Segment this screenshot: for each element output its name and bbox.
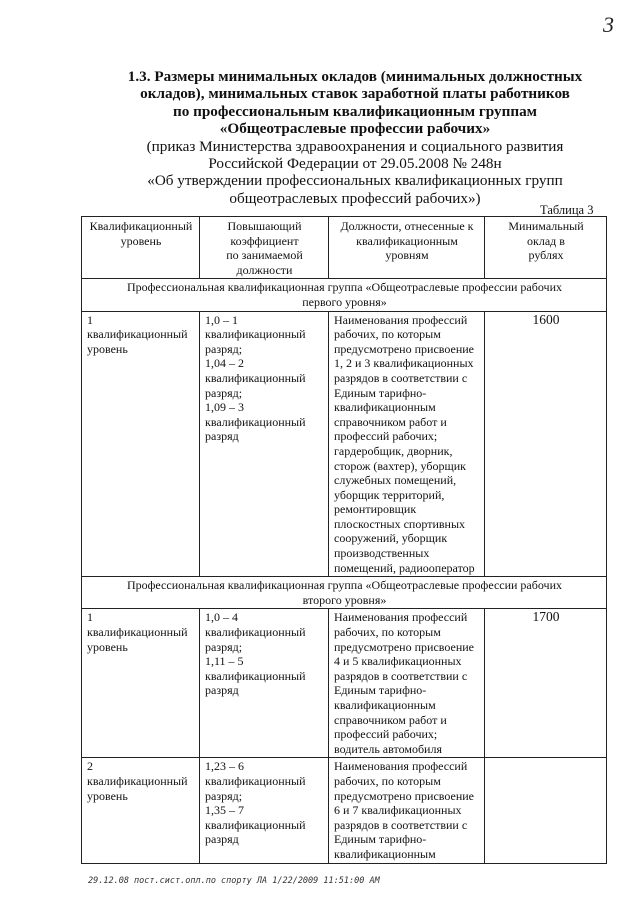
cell-positions: Наименования профессий рабочих, по которым предусмотрено присвоение 6 и 7 квалификационных разрядов в соответствии с Единым тарифно- квалификационным: [329, 758, 485, 863]
table-header-row: [82, 217, 607, 279]
table-row: [82, 758, 607, 863]
cell-level: 1 квалификационный уровень: [82, 311, 200, 577]
group-row: [82, 577, 607, 609]
header-positions: Должности, отнесенные к квалификационным уровням: [329, 217, 485, 279]
header-qualification-level: Квалификационный уровень: [82, 217, 200, 279]
heading-reference-line: «Об утверждении профессиональных квалификационных групп: [147, 172, 563, 190]
section-heading: [90, 68, 620, 207]
cell-salary: 1600: [485, 311, 607, 577]
cell-coefficient: 1,0 – 1 квалификационный разряд; 1,04 – 2 квалификационный разряд; 1,09 – 3 квалификационный разряд: [200, 311, 329, 577]
cell-positions: Наименования профессий рабочих, по которым предусмотрено присвоение 1, 2 и 3 квалификационных разрядов в соответствии с Единым тарифно- квалификационным справочником работ и профессий рабочих; гардеробщик, дворник, сторож (вахтер), уборщик служебных помещений, уборщик территорий, ремонтировщик плоскостных спортивных сооружений, уборщик производственных помещений, радиооператор: [329, 311, 485, 577]
document-footer: 29.12.08 пост.сист.опл.по спорту ЛА 1/22/2009 11:51:00 AM: [88, 876, 380, 886]
cell-salary: 1700: [485, 609, 607, 758]
header-min-salary: Минимальный оклад в рублях: [485, 217, 607, 279]
page-number: 3: [603, 12, 614, 37]
heading-title-line: 1.3. Размеры минимальных окладов (минимальных должностных: [127, 68, 583, 85]
heading-title-line: окладов), минимальных ставок заработной платы работников: [140, 85, 570, 103]
cell-level: 2 квалификационный уровень: [82, 758, 200, 863]
heading-reference-line: (приказ Министерства здравоохранения и социального развития: [146, 137, 564, 155]
group-title: Профессиональная квалификационная группа «Общеотраслевые профессии рабочих первого уровня»: [82, 279, 607, 311]
group-row: [82, 279, 607, 311]
heading-title-line: по профессиональным квалификационным группам: [172, 102, 538, 120]
cell-positions: Наименования профессий рабочих, по которым предусмотрено присвоение 4 и 5 квалификационных разрядов в соответствии с Единым тарифно- квалификационным справочником работ и профессий рабочих; водитель автомобиля: [329, 609, 485, 758]
heading-title-line: «Общеотраслевые профессии рабочих»: [219, 120, 491, 138]
table-row: [82, 609, 607, 758]
cell-level: 1 квалификационный уровень: [82, 609, 200, 758]
heading-reference-line: Российской Федерации от 29.05.2008 № 248н: [208, 155, 502, 173]
cell-coefficient: 1,0 – 4 квалификационный разряд; 1,11 – 5 квалификационный разряд: [200, 609, 329, 758]
cell-salary: [485, 758, 607, 863]
group-title: Профессиональная квалификационная группа «Общеотраслевые профессии рабочих второго уровня»: [82, 577, 607, 609]
salary-table: [81, 216, 607, 864]
table-label: Таблица 3: [540, 203, 594, 217]
header-coefficient: Повышающий коэффициент по занимаемой должности: [200, 217, 329, 279]
cell-coefficient: 1,23 – 6 квалификационный разряд; 1,35 – 7 квалификационный разряд: [200, 758, 329, 863]
heading-reference-line: общеотраслевых профессий рабочих»): [229, 189, 481, 207]
table-row: [82, 311, 607, 577]
